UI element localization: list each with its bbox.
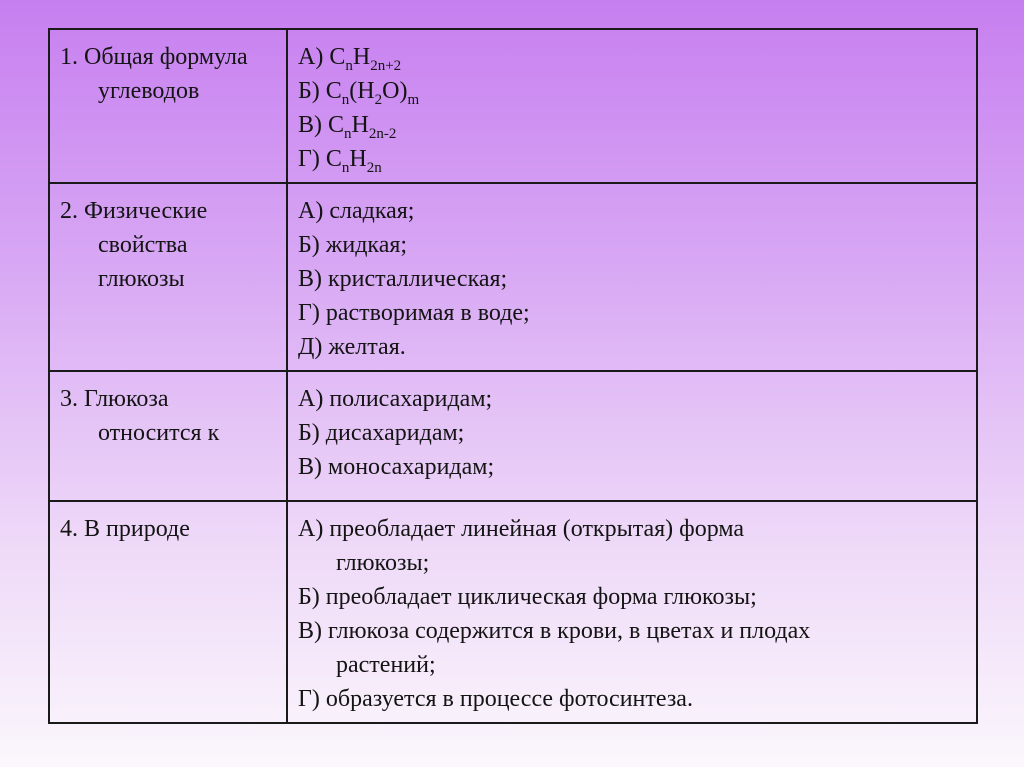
question-text: углеводов [98, 78, 200, 104]
table-row [49, 183, 977, 371]
formula-subscript: n [344, 126, 352, 142]
question-text: 3. Глюкоза [60, 386, 169, 412]
formula-subscript: 2n-2 [368, 126, 397, 142]
formula-symbol: H [349, 146, 367, 172]
answer-option [298, 74, 966, 108]
answers-cell [287, 501, 977, 723]
answer-label: А) [298, 44, 330, 70]
answer-option: Б) жидкая; [298, 232, 408, 258]
question-text: 2. Физические [60, 198, 208, 224]
answer-option: А) сладкая; [298, 198, 415, 224]
formula-symbol: O) [382, 78, 408, 104]
answer-label: Б) [298, 78, 326, 104]
answer-option [298, 40, 966, 74]
answer-option: В) кристаллическая; [298, 266, 508, 292]
answer-option: В) глюкоза содержится в крови, в цветах и плодах [298, 618, 811, 644]
question-text: относится к [98, 420, 220, 446]
answers-cell [287, 183, 977, 371]
question-cell [49, 501, 287, 723]
answer-option: Д) желтая. [298, 334, 406, 360]
quiz-table [48, 28, 978, 724]
formula-symbol: H [352, 44, 371, 70]
answer-option-continuation: растений; [336, 652, 436, 678]
answer-option: Б) преобладает циклическая форма глюкозы; [298, 584, 757, 610]
answer-option: Г) растворимая в воде; [298, 300, 530, 326]
question-text: 1. Общая формула [60, 44, 248, 70]
answer-option: В) моносахаридам; [298, 454, 495, 480]
answers-cell [287, 371, 977, 501]
answer-option [298, 142, 966, 176]
formula-symbol: (H [349, 78, 375, 104]
answer-label: Г) [298, 146, 326, 172]
formula-subscript: m [407, 92, 420, 108]
question-cell [49, 183, 287, 371]
formula-subscript: n [345, 58, 353, 74]
table-row [49, 501, 977, 723]
table-row [49, 29, 977, 183]
formula-symbol: C [325, 146, 342, 172]
answer-option: А) полисахаридам; [298, 386, 493, 412]
question-cell [49, 29, 287, 183]
formula-subscript: 2n [366, 160, 382, 176]
question-cell [49, 371, 287, 501]
question-text: глюкозы [98, 266, 185, 292]
answer-option: А) преобладает линейная (открытая) форма [298, 516, 745, 542]
answer-option: Б) дисахаридам; [298, 420, 465, 446]
formula-symbol: C [328, 112, 345, 138]
answer-option-continuation: глюкозы; [336, 550, 430, 576]
formula-subscript: 2n+2 [370, 58, 402, 74]
formula-subscript: 2 [374, 92, 383, 108]
formula-subscript: n [341, 92, 350, 108]
answer-label: В) [298, 112, 328, 138]
formula-symbol: C [325, 78, 342, 104]
question-text: 4. В природе [60, 516, 190, 542]
answer-option: Г) образуется в процессе фотосинтеза. [298, 686, 693, 712]
answers-cell [287, 29, 977, 183]
formula-subscript: n [341, 160, 350, 176]
question-text: свойства [98, 232, 188, 258]
table-row [49, 371, 977, 501]
answer-option [298, 108, 966, 142]
formula-symbol: H [351, 112, 369, 138]
formula-symbol: C [329, 44, 346, 70]
